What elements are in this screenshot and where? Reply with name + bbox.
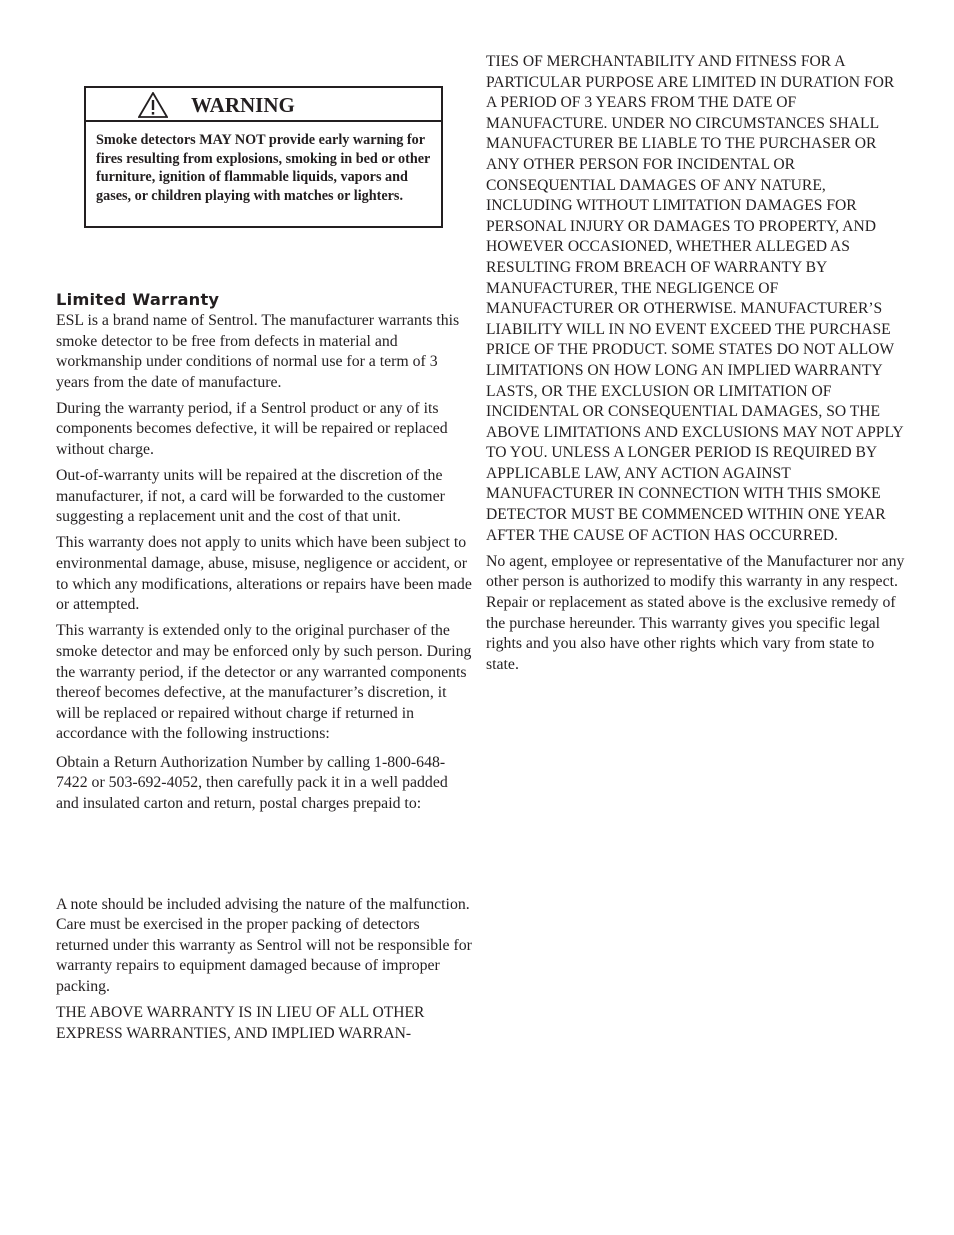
paragraph-disclaimer-continued: TIES OF MERCHANTABILITY AND FITNESS FOR A PARTICULAR PURPOSE ARE LIMITED IN DURATION FOR A PERIOD OF 3 YEARS FROM THE DATE OF MANUFACTURE. UNDER NO CIRCUMSTANCES SHALL MANUFACTURER BE LIABLE TO THE PURCHASER OR ANY OTHER PERSON FOR INCIDENTAL OR CONSEQUENTIAL DAMAGES OF ANY NATURE, INCLUDING WITHOUT LIMITATION DAMAGES FOR PERSONAL INJURY OR DAMAGES TO PROPERTY, AND HOWEVER OCCASIONED, WHETHER ALLEGED AS RESULTING FROM BREACH OF WARRANTY BY MANUFACTURER, THE NEGLIGENCE OF MANUFACTURER OR OTHERWISE. MANUFACTURER’S LIABILITY WILL IN NO EVENT EXCEED THE PURCHASE PRICE OF THE PRODUCT. SOME STATES DO NOT ALLOW LIMITATIONS ON HOW LONG AN IMPLIED WARRANTY LASTS, OR THE EXCLUSION OR LIMITATION OF INCIDENTAL OR CONSEQUENTIAL DAMAGES, SO THE ABOVE LIMITATIONS AND EXCLUSIONS MAY NOT APPLY TO YOU. UNLESS A LONGER PERIOD IS REQUIRED BY APPLICABLE LAW, ANY ACTION AGAINST MANUFACTURER IN CONNECTION WITH THIS SMOKE DETECTOR MUST BE COMMENCED WITHIN ONE YEAR AFTER THE CAUSE OF ACTION HAS OCCURRED. xyxy=(486,53,904,544)
paragraph-return-instructions: Obtain a Return Authorization Number by calling 1-800-648-7422 or 503-692-4052, then carefully pack it in a well padded and insulated carton and return, postal charges prepaid to: xyxy=(56,753,448,813)
warning-header xyxy=(86,88,441,122)
warning-title: WARNING xyxy=(191,93,295,117)
section-heading: Limited Warranty xyxy=(56,290,220,309)
warning-box xyxy=(84,86,443,228)
paragraph-disclaimer-start: THE ABOVE WARRANTY IS IN LIEU OF ALL OTHER EXPRESS WARRANTIES, AND IMPLIED WARRAN- xyxy=(56,1004,425,1042)
paragraph-original-purchaser: This warranty is extended only to the original purchaser of the smoke detector and may be enforced only by such person. During the warranty period, if the detector or any warranted components thereof becomes defective, at the manufacturer’s discretion, it will be replaced or repaired without charge if returned in accordance with the following instructions: xyxy=(56,622,472,743)
paragraph-repair: During the warranty period, if a Sentrol product or any of its components becomes defective, it will be repaired or replaced without charge. xyxy=(56,399,448,459)
paragraph-no-agent: No agent, employee or representative of the Manufacturer nor any other person is authorized to modify this warranty in any respect. Repair or replacement as stated above is the exclusive remedy of the purchase hereunder. This warranty gives you specific legal rights and you also have other rights which vary from state to state. xyxy=(486,552,905,673)
left-column xyxy=(56,289,474,1050)
paragraph-packing-note: A note should be included advising the nature of the malfunction. Care must be exercised in the proper packing of detectors returned under this warranty as Sentrol will not be responsible for warranty repairs to equipment damaged because of improper packing. xyxy=(56,895,472,996)
warning-text: Smoke detectors MAY NOT provide early warning for fires resulting from explosions, smoking in bed or other furniture, ignition of flammable liquids, vapors and gases, or children playing with matches or lighters. xyxy=(96,132,431,204)
warning-triangle-icon xyxy=(138,92,168,118)
paragraph-warranty-intro: ESL is a brand name of Sentrol. The manufacturer warrants this smoke detector to be free from defects in material and workmanship under conditions of normal use for a term of 3 years from the date of manufacture. xyxy=(56,312,460,391)
paragraph-exclusions: This warranty does not apply to units which have been subject to environmental damage, abuse, misuse, negligence or accident, or to which any modifications, alterations or repairs have been made or attempted. xyxy=(56,534,472,614)
paragraph-out-of-warranty: Out-of-warranty units will be repaired at the discretion of the manufacturer, if not, a card will be forwarded to the customer suggesting a replacement unit and the cost of that unit. xyxy=(56,467,445,526)
right-column xyxy=(486,52,906,681)
